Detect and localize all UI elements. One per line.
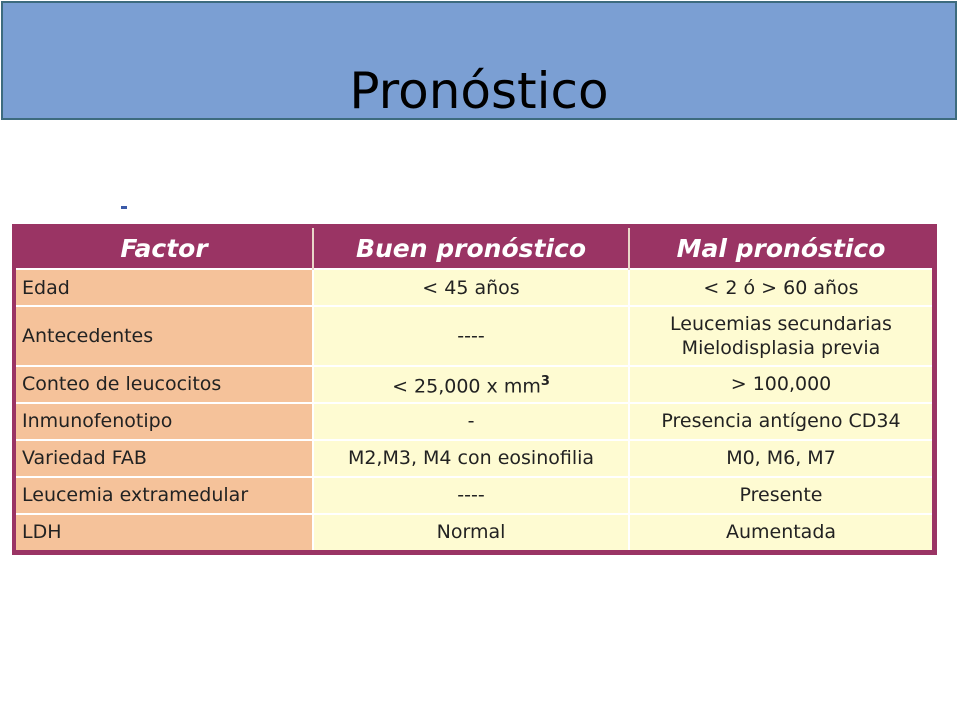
header-factor: Factor <box>16 228 313 269</box>
good-prognosis-cell: Normal <box>313 514 629 550</box>
good-prognosis-text: < 25,000 x mm <box>392 375 541 398</box>
header-good-prognosis: Buen pronóstico <box>313 228 629 269</box>
table-row <box>16 366 932 403</box>
factor-cell: Antecedentes <box>16 306 313 366</box>
table-row <box>16 306 932 366</box>
factor-cell: Leucemia extramedular <box>16 477 313 514</box>
bad-prognosis-cell: Presente <box>629 477 932 514</box>
title-bar <box>1 1 957 120</box>
factor-cell: Conteo de leucocitos <box>16 366 313 403</box>
table-row <box>16 477 932 514</box>
factor-cell: Variedad FAB <box>16 440 313 477</box>
prognosis-table <box>16 228 932 550</box>
good-prognosis-cell: M2,M3, M4 con eosinofilia <box>313 440 629 477</box>
good-prognosis-cell: ---- <box>313 477 629 514</box>
good-prognosis-cell <box>313 366 629 403</box>
bad-prognosis-cell: Presencia antígeno CD34 <box>629 403 932 440</box>
bad-prognosis-cell: M0, M6, M7 <box>629 440 932 477</box>
good-prognosis-cell: ---- <box>313 306 629 366</box>
table-row <box>16 514 932 550</box>
header-bad-prognosis: Mal pronóstico <box>629 228 932 269</box>
bad-prognosis-cell: < 2 ó > 60 años <box>629 269 932 306</box>
bad-prognosis-line: Mielodisplasia previa <box>681 336 881 359</box>
bad-prognosis-cell: Aumentada <box>629 514 932 550</box>
bad-prognosis-cell <box>629 306 932 366</box>
bullet-dot <box>121 206 127 209</box>
table-header-row <box>16 228 932 269</box>
good-prognosis-cell: - <box>313 403 629 440</box>
table-row <box>16 440 932 477</box>
prognosis-table-container <box>12 224 937 555</box>
bad-prognosis-cell: > 100,000 <box>629 366 932 403</box>
bad-prognosis-line: Leucemias secundarias <box>670 312 892 335</box>
good-prognosis-cell: < 45 años <box>313 269 629 306</box>
factor-cell: LDH <box>16 514 313 550</box>
factor-cell: Inmunofenotipo <box>16 403 313 440</box>
superscript-exponent: 3 <box>540 374 550 390</box>
table-row <box>16 269 932 306</box>
factor-cell: Edad <box>16 269 313 306</box>
table-row <box>16 403 932 440</box>
slide-title: Pronóstico <box>349 62 609 120</box>
